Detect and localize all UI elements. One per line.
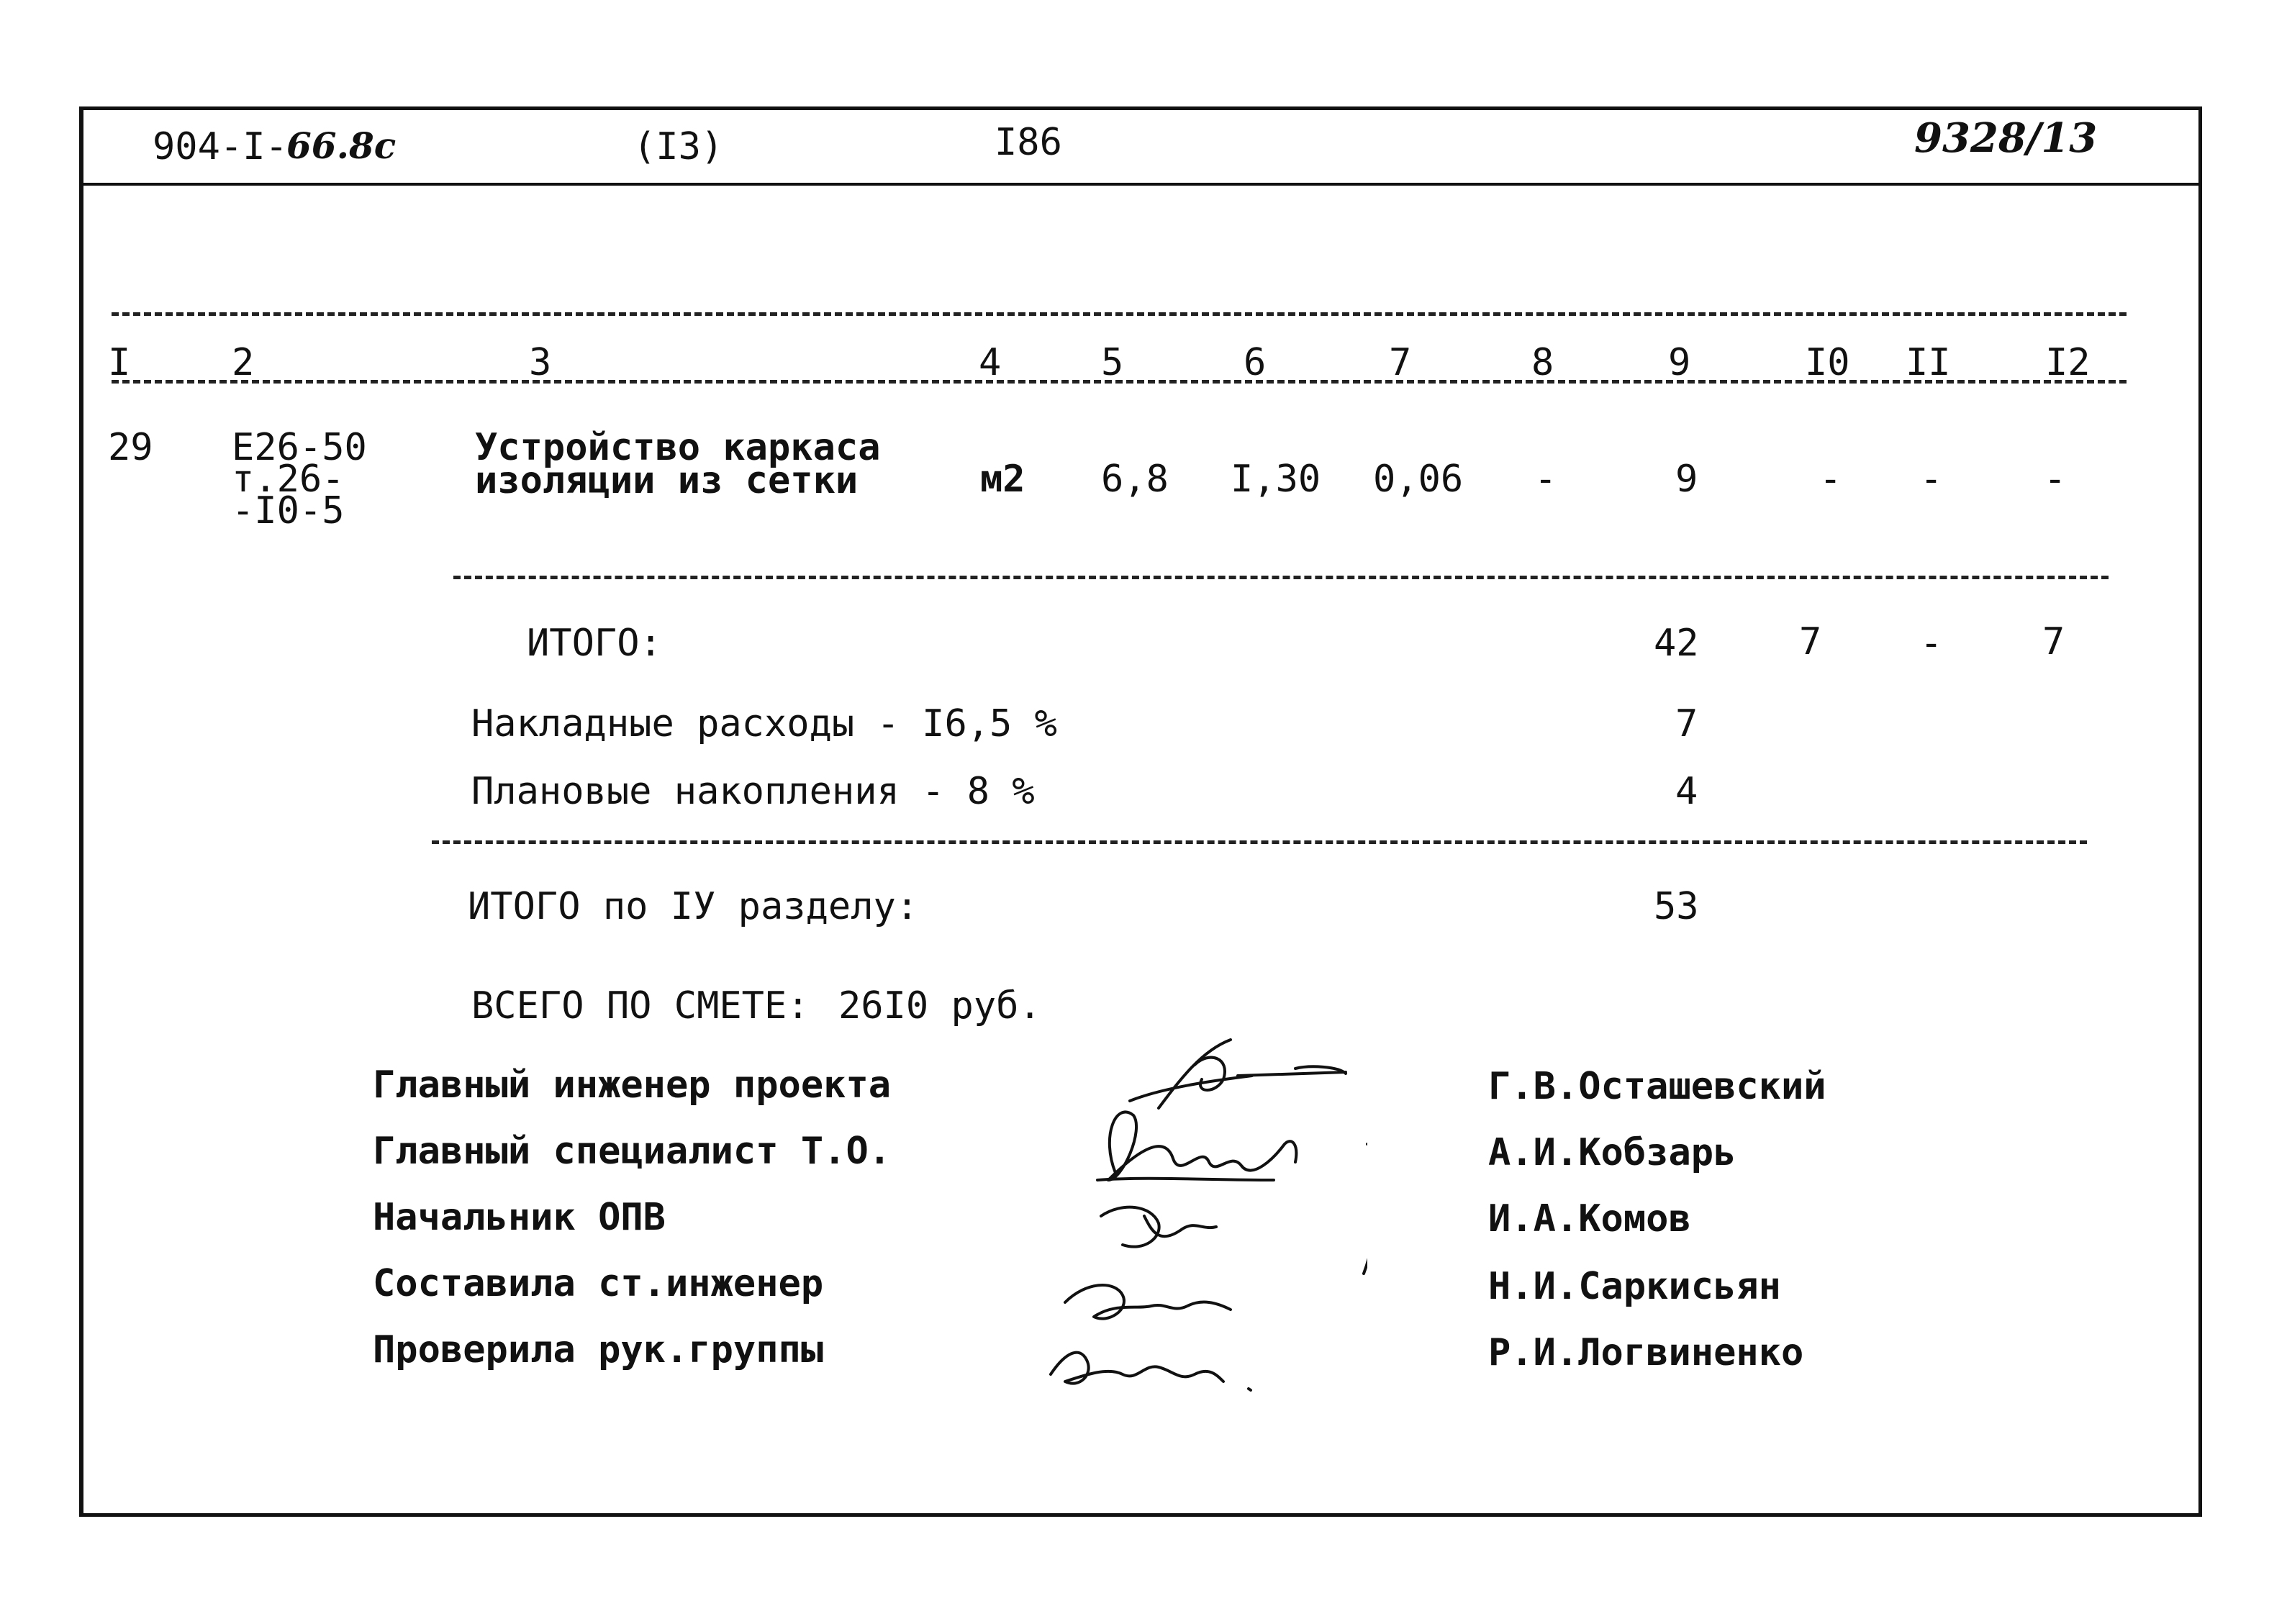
col11-cell: - xyxy=(1920,458,1943,501)
dashed-rule-totals xyxy=(432,840,2087,844)
dashed-rule-row-end xyxy=(453,576,2109,579)
col5-cell: 6,8 xyxy=(1101,458,1169,501)
row-number: 29 xyxy=(108,426,153,469)
col-num-7: 7 xyxy=(1389,341,1412,384)
itogo-col9: 42 xyxy=(1654,622,1699,665)
itogo-label: ИТОГО: xyxy=(527,622,662,665)
signer-role: Главный специалист Т.О. xyxy=(373,1130,892,1173)
col9-cell: 9 xyxy=(1675,458,1698,501)
col-num-3: 3 xyxy=(529,341,552,384)
header-rule xyxy=(83,183,2199,186)
reference-handwritten: 9328/13 xyxy=(1914,114,2098,162)
dashed-rule-columns xyxy=(112,380,2127,384)
signer-role: Начальник ОПВ xyxy=(373,1196,666,1239)
col7-cell: 0,06 xyxy=(1373,458,1464,501)
col-num-1: I xyxy=(108,341,131,384)
signer-name: А.И.Кобзарь xyxy=(1488,1131,1736,1174)
col-num-10: I0 xyxy=(1805,341,1850,384)
col-num-6: 6 xyxy=(1244,341,1267,384)
sheet-number: (I3) xyxy=(633,125,724,168)
itogo-col12: 7 xyxy=(2042,620,2065,663)
section-total-value: 53 xyxy=(1654,885,1699,928)
handwritten-signatures xyxy=(1036,1036,1367,1396)
overhead-value: 7 xyxy=(1675,702,1698,745)
rate-code-line-2: т.26- xyxy=(232,458,345,501)
signer-name: Н.И.Саркисьян xyxy=(1488,1265,1781,1308)
col-num-12: I2 xyxy=(2045,341,2091,384)
col8-cell: - xyxy=(1534,458,1557,501)
col-num-5: 5 xyxy=(1101,341,1124,384)
signer-name: Г.В.Осташевский xyxy=(1488,1065,1826,1108)
work-name-line-2: изоляции из сетки xyxy=(475,459,859,502)
overhead-label: Накладные расходы - I6,5 % xyxy=(471,702,1057,745)
col12-cell: - xyxy=(2044,458,2067,501)
signer-role: Составила ст.инженер xyxy=(373,1262,824,1305)
col-num-4: 4 xyxy=(979,341,1002,384)
col-num-11: II xyxy=(1906,341,1951,384)
signer-role: Проверила рук.группы xyxy=(373,1328,824,1371)
rate-code-line-1: Е26-50 xyxy=(232,426,367,469)
unit-cell: м2 xyxy=(980,458,1025,501)
doc-code-handwritten: 66.8c xyxy=(286,124,397,167)
work-name-line-1: Устройство каркаса xyxy=(475,426,881,469)
grand-total-label: ВСЕГО ПО СМЕТЕ: xyxy=(471,984,810,1028)
signer-name: Р.И.Логвиненко xyxy=(1488,1331,1804,1374)
section-total-label: ИТОГО по IУ разделу: xyxy=(468,885,919,928)
rate-code-line-3: -I0-5 xyxy=(232,489,345,532)
planned-value: 4 xyxy=(1675,770,1698,813)
signer-name: И.А.Комов xyxy=(1488,1197,1691,1240)
col-num-9: 9 xyxy=(1668,341,1691,384)
dashed-rule-top xyxy=(112,312,2127,316)
page-number: I86 xyxy=(995,121,1062,164)
doc-code-prefix: 904-I- xyxy=(153,125,288,168)
itogo-col11: - xyxy=(1920,622,1943,665)
col-num-2: 2 xyxy=(232,341,255,384)
col10-cell: - xyxy=(1819,458,1842,501)
grand-total-value: 26I0 руб. xyxy=(838,984,1041,1028)
itogo-col10: 7 xyxy=(1799,620,1822,663)
col-num-8: 8 xyxy=(1531,341,1554,384)
planned-label: Плановые накопления - 8 % xyxy=(471,770,1035,813)
signer-role: Главный инженер проекта xyxy=(373,1063,892,1107)
col6-cell: I,30 xyxy=(1231,458,1321,501)
